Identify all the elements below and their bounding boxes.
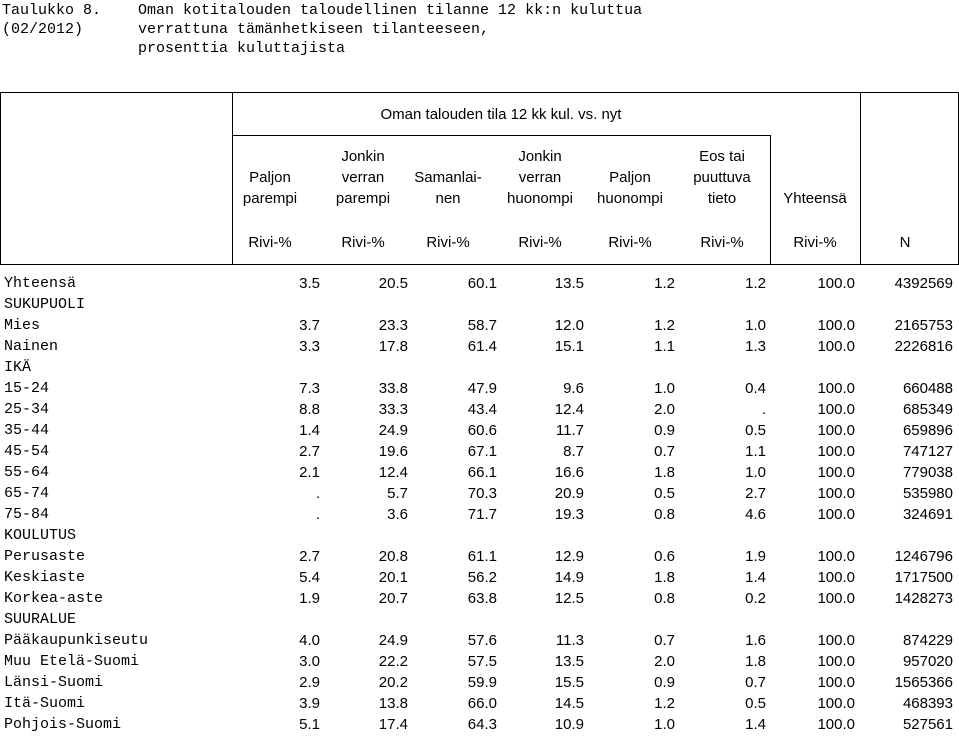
table-cell: . [315,485,320,502]
table-cell: 1.0 [654,380,675,397]
table-cell: 659896 [902,422,953,439]
unit-header: N [899,234,911,251]
group-rule [232,135,770,136]
unit-header: Rivi-% [341,234,385,251]
table-cell: 60.1 [467,275,497,292]
table-cell: 66.1 [467,464,497,481]
table-cell: 12.4 [554,401,584,418]
column-header-text: parempi [242,190,298,207]
table-cell: 100.0 [817,590,855,607]
table-cell: 0.5 [745,695,766,712]
row-label: Itä-Suomi [4,695,86,712]
table-cell: 100.0 [817,632,855,649]
table-cell: 3.6 [387,506,408,523]
table-cell: 12.9 [554,548,584,565]
table-cell: 66.0 [467,695,497,712]
column-header-text: Paljon [609,169,651,186]
table-cell: 100.0 [817,485,855,502]
table-cell: 24.9 [378,632,408,649]
row-label: 15-24 [4,380,50,397]
table-cell: 1.3 [745,338,766,355]
table-cell: 0.8 [654,590,675,607]
table-cell: 2226816 [894,338,953,355]
table-cell: 1.6 [745,632,766,649]
table-cell: 100.0 [817,443,855,460]
table-cell: 0.2 [745,590,766,607]
table-cell: 20.1 [378,569,408,586]
column-header-text: huonompi [507,190,573,207]
table-cell: 0.8 [654,506,675,523]
table-cell: 2.1 [299,464,320,481]
table-cell: 5.4 [299,569,320,586]
table-cell: 0.9 [654,674,675,691]
table-cell: 8.8 [299,401,320,418]
table-cell: 33.3 [378,401,408,418]
table-title-line-2: verrattuna tämänhetkiseen tilanteeseen, [138,21,490,38]
table-cell: 16.6 [554,464,584,481]
table-cell: 20.2 [378,674,408,691]
table-cell: 100.0 [817,275,855,292]
table-cell: 0.5 [745,422,766,439]
table-cell: 57.5 [467,653,497,670]
table-cell: 43.4 [467,401,497,418]
table-cell: 12.0 [554,317,584,334]
table-cell: 100.0 [817,422,855,439]
column-header-text: tieto [707,190,737,207]
row-label: Pohjois-Suomi [4,716,122,733]
table-cell: 20.7 [378,590,408,607]
table-cell: 12.4 [378,464,408,481]
unit-header: Rivi-% [608,234,652,251]
section-heading: IKÄ [4,359,32,376]
unit-header: Rivi-% [248,234,292,251]
table-cell: 13.8 [378,695,408,712]
table-cell: 2.0 [654,401,675,418]
table-cell: 747127 [902,443,953,460]
table-cell: 3.0 [299,653,320,670]
table-cell: 8.7 [563,443,584,460]
table-cell: 779038 [902,464,953,481]
table-cell: 100.0 [817,401,855,418]
table-cell: 13.5 [554,653,584,670]
table-cell: 324691 [902,506,953,523]
table-cell: 1246796 [894,548,953,565]
section-heading: KOULUTUS [4,527,77,544]
column-header-text: Jonkin [518,148,562,165]
table-cell: 22.2 [378,653,408,670]
table-cell: 11.3 [555,632,584,649]
table-cell: 5.1 [299,716,320,733]
table-cell: 1.4 [745,569,766,586]
row-label: 45-54 [4,443,50,460]
table-cell: 527561 [902,716,953,733]
table-cell: 100.0 [817,548,855,565]
table-cell: 1.9 [299,590,320,607]
table-cell: 0.7 [654,632,675,649]
column-header-text: verran [518,169,562,186]
table-title-line-1: Oman kotitalouden taloudellinen tilanne 12 kk:n kuluttua [138,2,643,19]
column-header-text: Samanlai- [414,169,482,186]
table-cell: 14.9 [554,569,584,586]
table-cell: 14.5 [554,695,584,712]
table-cell: 3.5 [299,275,320,292]
table-cell: 0.4 [745,380,766,397]
table-cell: 19.6 [378,443,408,460]
column-header-text: Jonkin [341,148,385,165]
table-cell: 23.3 [378,317,408,334]
table-cell: 5.7 [387,485,408,502]
row-label: 25-34 [4,401,50,418]
table-cell: 660488 [902,380,953,397]
table-top-rule [0,92,959,93]
table-cell: 47.9 [467,380,497,397]
table-cell: 1.2 [654,695,675,712]
table-cell: 64.3 [467,716,497,733]
table-cell: 2.7 [299,548,320,565]
table-cell: 7.3 [299,380,320,397]
column-header-text: puuttuva [693,169,751,186]
table-cell: 1428273 [894,590,953,607]
column-header-text: nen [435,190,461,207]
row-label: Korkea-aste [4,590,104,607]
table-cell: 100.0 [817,506,855,523]
table-cell: 1.4 [745,716,766,733]
table-cell: 1.8 [745,653,766,670]
table-cell: . [315,506,320,523]
table-cell: 0.6 [654,548,675,565]
table-cell: 71.7 [467,506,497,523]
table-cell: 11.7 [555,422,584,439]
unit-header: Rivi-% [700,234,744,251]
table-cell: 100.0 [817,674,855,691]
group-header: Oman talouden tila 12 kk kul. vs. nyt [380,106,622,123]
row-label: Nainen [4,338,59,355]
row-label: Yhteensä [4,275,77,292]
table-cell: 20.9 [554,485,584,502]
table-cell: 12.5 [554,590,584,607]
table-cell: 1.4 [299,422,320,439]
table-cell: 1.8 [654,464,675,481]
table-cell: 57.6 [467,632,497,649]
table-cell: 1565366 [894,674,953,691]
row-label: 35-44 [4,422,50,439]
table-cell: 4.0 [299,632,320,649]
table-cell: 100.0 [817,380,855,397]
table-cell: 59.9 [467,674,497,691]
row-label: 75-84 [4,506,50,523]
header-bottom-rule [0,264,959,265]
table-cell: 1.2 [745,275,766,292]
column-header-text: Paljon [249,169,291,186]
table-cell: 957020 [902,653,953,670]
table-cell: 1.2 [654,275,675,292]
column-header-text: parempi [335,190,391,207]
table-cell: 20.8 [378,548,408,565]
table-cell: 2.9 [299,674,320,691]
table-cell: 33.8 [378,380,408,397]
row-label: Länsi-Suomi [4,674,104,691]
table-cell: 56.2 [467,569,497,586]
table-cell: 3.7 [299,317,320,334]
table-cell: 1.0 [654,716,675,733]
column-header-text: Yhteensä [783,190,847,207]
table-cell: 63.8 [467,590,497,607]
table-cell: 0.5 [654,485,675,502]
column-header-text: huonompi [597,190,663,207]
table-cell: 0.9 [654,422,675,439]
table-cell: 0.7 [745,674,766,691]
row-label: Muu Etelä-Suomi [4,653,140,670]
table-cell: 58.7 [467,317,497,334]
table-cell: 468393 [902,695,953,712]
table-cell: 1.0 [745,317,766,334]
table-cell: 1.0 [745,464,766,481]
table-cell: 1.1 [745,443,766,460]
table-cell: 15.5 [554,674,584,691]
row-label: Keskiaste [4,569,86,586]
table-cell: 20.5 [378,275,408,292]
table-cell: 2.7 [299,443,320,460]
table-cell: 2165753 [894,317,953,334]
table-cell: 67.1 [467,443,497,460]
row-label: 65-74 [4,485,50,502]
table-cell: 70.3 [467,485,497,502]
table-cell: 100.0 [817,317,855,334]
table-cell: 60.6 [467,422,497,439]
unit-header: Rivi-% [793,234,837,251]
row-label: Mies [4,317,41,334]
table-cell: 100.0 [817,695,855,712]
table-cell: 100.0 [817,716,855,733]
table-cell: 9.6 [563,380,584,397]
table-cell: 2.7 [745,485,766,502]
table-cell: 1.8 [654,569,675,586]
section-heading: SUURALUE [4,611,77,628]
row-label: 55-64 [4,464,50,481]
table-cell: 685349 [902,401,953,418]
table-cell: 3.9 [299,695,320,712]
table-code: (02/2012) [2,21,84,38]
table-cell: 17.8 [378,338,408,355]
table-title-line-3: prosenttia kuluttajista [138,40,346,57]
unit-header: Rivi-% [426,234,470,251]
table-cell: 100.0 [817,338,855,355]
table-cell: 1.1 [654,338,675,355]
row-label: Pääkaupunkiseutu [4,632,149,649]
left-border [0,92,1,264]
table-cell: 100.0 [817,653,855,670]
table-cell: 1.9 [745,548,766,565]
table-cell: 0.7 [654,443,675,460]
table-cell: 100.0 [817,569,855,586]
table-cell: 17.4 [378,716,408,733]
column-header-text: verran [341,169,385,186]
table-label: Taulukko 8. [2,2,102,19]
table-cell: 61.1 [467,548,497,565]
table-cell: 1.2 [654,317,675,334]
table-cell: 874229 [902,632,953,649]
section-heading: SUKUPUOLI [4,296,86,313]
table-cell: 4.6 [745,506,766,523]
row-label: Perusaste [4,548,86,565]
table-cell: 2.0 [654,653,675,670]
column-header-text: Eos tai [699,148,745,165]
table-cell: 1717500 [894,569,953,586]
table-cell: 4392569 [894,275,953,292]
table-cell: 13.5 [554,275,584,292]
table-cell: 3.3 [299,338,320,355]
table-cell: . [761,401,766,418]
unit-header: Rivi-% [518,234,562,251]
table-cell: 10.9 [554,716,584,733]
table-cell: 15.1 [554,338,584,355]
table-cell: 24.9 [378,422,408,439]
table-cell: 100.0 [817,464,855,481]
table-cell: 61.4 [467,338,497,355]
table-cell: 535980 [902,485,953,502]
table-cell: 19.3 [554,506,584,523]
